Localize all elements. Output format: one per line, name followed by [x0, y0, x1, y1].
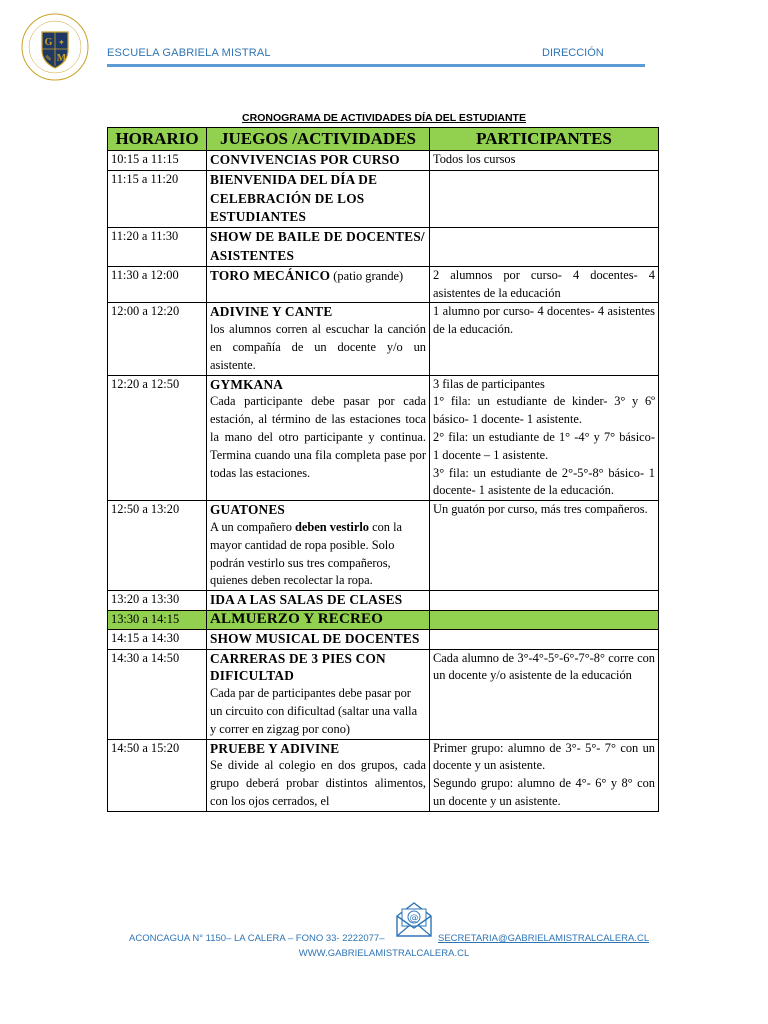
- row-participants: [430, 629, 659, 649]
- row-participants: [430, 591, 659, 611]
- row-activity-cell: [207, 228, 430, 267]
- table-row: [108, 739, 659, 811]
- row-description-post: con la mayor cantidad de ropa posible. Solo podrán vestirlo sus tres compañeros, quienes deben recolectar la ropa.: [210, 519, 403, 588]
- table-row: [108, 591, 659, 611]
- row-time: 13:30 a 14:15: [108, 610, 207, 629]
- department-name: DIRECCIÓN: [542, 47, 604, 59]
- table-row: [108, 303, 659, 375]
- table-row: [108, 151, 659, 171]
- row-participants: Cada alumno de 3°-4°-5°-6°-7°-8° corre con un docente y/o asistente de la educación: [430, 649, 659, 739]
- header-divider: [107, 64, 645, 67]
- row-activity-cell: [207, 375, 430, 501]
- row-activity: BIENVENIDA DEL DÍA DE CELEBRACIÓN DE LOS ESTUDIANTES: [210, 171, 378, 225]
- row-activity: GYMKANA: [210, 376, 284, 392]
- row-activity: PRUEBE Y ADIVINE: [210, 740, 340, 756]
- row-participants: Todos los cursos: [430, 151, 659, 171]
- header-actividades: JUEGOS /ACTIVIDADES: [207, 128, 430, 151]
- row-description-pre: A un compañero: [210, 519, 295, 534]
- email-at-symbol: @: [409, 913, 419, 924]
- row-participants: [430, 170, 659, 227]
- row-activity: IDA A LAS SALAS DE CLASES: [210, 592, 403, 608]
- row-activity: ADIVINE Y CANTE: [210, 304, 333, 320]
- row-time: 14:50 a 15:20: [108, 739, 207, 811]
- email-envelope-icon: [393, 900, 435, 940]
- row-description: los alumnos corren al escuchar la canción en compañía de un docente y/o un asistente.: [210, 322, 426, 372]
- row-participants: Primer grupo: alumno de 3°- 5°- 7° con un docente y un asistente. Segundo grupo: alumno de 4°- 6° y 8° con un docente y un asistente.: [430, 739, 659, 811]
- row-time: 10:15 a 11:15: [108, 151, 207, 171]
- school-name: ESCUELA GABRIELA MISTRAL: [107, 47, 271, 59]
- footer-website[interactable]: WWW.GABRIELAMISTRALCALERA.CL: [298, 948, 470, 959]
- svg-text:✦: ✦: [58, 38, 65, 47]
- row-participants: [430, 228, 659, 267]
- row-description: Se divide al colegio en dos grupos, cada grupo deberá probar distintos alimentos, con los ojos cerrados, el: [210, 758, 426, 808]
- document-title: CRONOGRAMA DE ACTIVIDADES DÍA DEL ESTUDIANTE: [242, 112, 526, 124]
- footer-address: ACONCAGUA N° 1150– LA CALERA – FONO 33- 2222077–: [129, 933, 385, 944]
- row-activity-cell: [207, 629, 430, 649]
- row-activity-cell: [207, 303, 430, 375]
- row-time: 12:20 a 12:50: [108, 375, 207, 501]
- table-header-row: [108, 128, 659, 151]
- row-time: 14:30 a 14:50: [108, 649, 207, 739]
- logo-letter-g: G: [44, 37, 53, 48]
- row-time: 12:50 a 13:20: [108, 501, 207, 591]
- row-description: [210, 519, 426, 590]
- row-participants: [430, 610, 659, 629]
- row-activity-cell: [207, 501, 430, 591]
- row-activity: SHOW MUSICAL DE DOCENTES: [210, 630, 420, 646]
- table-row: [108, 375, 659, 501]
- row-activity-cell: [207, 151, 430, 171]
- row-activity-cell: [207, 591, 430, 611]
- row-time: 13:20 a 13:30: [108, 591, 207, 611]
- header-horario: HORARIO: [108, 128, 207, 151]
- row-activity: ALMUERZO Y RECREO: [207, 610, 430, 629]
- table-row: [108, 266, 659, 303]
- table-row: [108, 649, 659, 739]
- table-row: [108, 629, 659, 649]
- row-participants: 3 filas de participantes 1° fila: un estudiante de kinder- 3° y 6º básico- 1 docente- 1 asistente. 2° fila: un estudiante de 1° -4° y 7° básico- 1 docente – 1 asistente. 3° fila: un estudiante de 2°-5°-8° básico- 1 docente- 1 asistente de la educación.: [430, 375, 659, 501]
- row-participants: 1 alumno por curso- 4 docentes- 4 asistentes de la educación.: [430, 303, 659, 375]
- row-participants: Un guatón por curso, más tres compañeros.: [430, 501, 659, 591]
- table-row: [108, 228, 659, 267]
- row-activity: CARRERAS DE 3 PIES CON DIFICULTAD: [210, 650, 386, 684]
- svg-text:✎: ✎: [45, 54, 52, 63]
- row-time: 12:00 a 12:20: [108, 303, 207, 375]
- row-activity-cell: [207, 649, 430, 739]
- row-description-bold: deben vestirlo: [295, 519, 369, 534]
- table-row: [108, 501, 659, 591]
- row-activity-note: (patio grande): [330, 268, 404, 283]
- row-participants: 2 alumnos por curso- 4 docentes- 4 asistentes de la educación: [430, 266, 659, 303]
- header-participantes: PARTICIPANTES: [430, 128, 659, 151]
- row-time: 11:15 a 11:20: [108, 170, 207, 227]
- row-activity: GUATONES: [210, 502, 285, 518]
- school-crest-logo: [20, 12, 90, 82]
- row-activity-cell: [207, 266, 430, 303]
- row-time: 11:20 a 11:30: [108, 228, 207, 267]
- logo-letter-m: M: [56, 53, 67, 64]
- row-activity: SHOW DE BAILE DE DOCENTES/ ASISTENTES: [210, 229, 425, 263]
- row-activity-cell: [207, 739, 430, 811]
- table-row: [108, 170, 659, 227]
- row-description: Cada participante debe pasar por cada estación, al término de las estaciones toca la mano del otro participante y continua. Termina cuando una fila completa pase por todas las estaciones.: [210, 394, 426, 480]
- row-activity: TORO MECÁNICO: [210, 267, 331, 283]
- footer-email-link[interactable]: SECRETARIA@GABRIELAMISTRALCALERA.CL: [438, 933, 650, 944]
- row-activity: CONVIVENCIAS POR CURSO: [210, 152, 400, 167]
- row-activity-cell: [207, 170, 430, 227]
- row-time: 14:15 a 14:30: [108, 629, 207, 649]
- row-description: Cada par de participantes debe pasar por un circuito con dificultad (saltar una valla y correr en zigzag por cono): [210, 686, 418, 736]
- row-time: 11:30 a 12:00: [108, 266, 207, 303]
- schedule-table: [107, 127, 659, 812]
- table-row-lunch: [108, 610, 659, 629]
